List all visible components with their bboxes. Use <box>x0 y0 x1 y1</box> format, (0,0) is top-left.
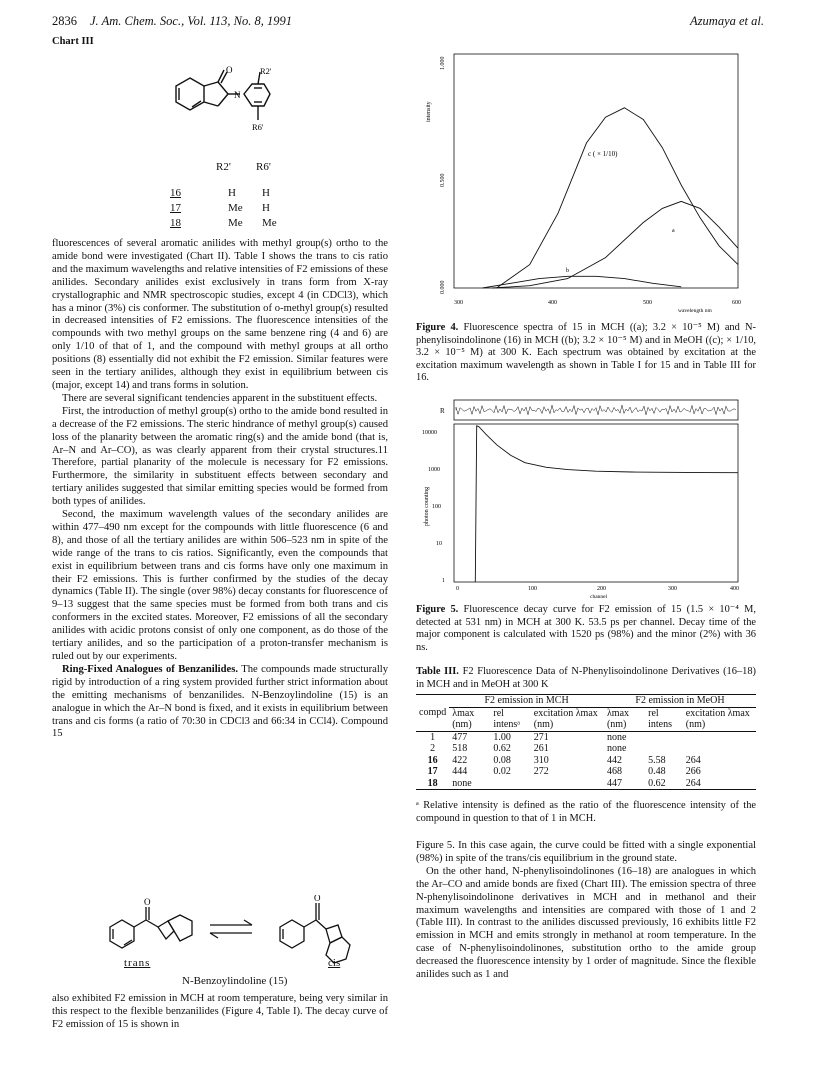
substituent-row <box>170 216 277 231</box>
r6-value: Me <box>262 217 277 229</box>
substituent-row <box>170 201 277 216</box>
struct-o-label: O <box>226 65 233 75</box>
table-3 <box>416 694 756 790</box>
journal-citation: J. Am. Chem. Soc., Vol. 113, No. 8, 1991 <box>90 14 292 28</box>
cell: 271 <box>533 731 549 743</box>
x-tick-label: 400 <box>548 300 557 306</box>
r6-value: H <box>262 202 270 214</box>
cell: 0.02 <box>493 766 511 777</box>
cell <box>490 778 530 790</box>
running-authors: Azumaya et al. <box>690 14 764 28</box>
r6-value: H <box>262 187 270 199</box>
table-3-title <box>416 666 756 691</box>
y-axis-label: intensity <box>426 101 432 122</box>
cell: 18 <box>427 777 438 789</box>
cell <box>645 743 683 755</box>
table-row <box>416 766 756 778</box>
table-row <box>416 743 756 755</box>
x-tick-label: 200 <box>597 586 606 592</box>
cell: 444 <box>452 766 468 777</box>
y-tick-label: 1000 <box>428 467 440 473</box>
compd-number: 18 <box>170 217 181 229</box>
col-header-r6: R6' <box>256 161 271 173</box>
cell <box>683 743 756 755</box>
plot-frame <box>454 54 738 288</box>
cell: 518 <box>452 743 468 754</box>
cell: none <box>606 731 627 743</box>
table-row <box>416 755 756 767</box>
cell: 272 <box>533 766 549 777</box>
cell: 16 <box>427 754 438 766</box>
svg-text:O: O <box>144 897 151 907</box>
series-a-label: a <box>672 228 675 234</box>
table-label: Table III. <box>416 666 459 677</box>
column-header: rel intens <box>648 707 672 730</box>
y-tick-label: 10000 <box>422 430 437 436</box>
struct-r6-label: R6' <box>252 122 264 132</box>
cell: 468 <box>606 766 622 777</box>
column-header: compd <box>419 707 447 718</box>
table-row <box>416 778 756 790</box>
svg-text:O: O <box>314 895 321 903</box>
x-tick-label: 300 <box>668 586 677 592</box>
chart-title: Chart III <box>52 36 94 47</box>
page-number: 2836 <box>52 14 77 28</box>
series-c-label: c ( × 1/10) <box>588 150 618 158</box>
substituent-row <box>170 186 277 201</box>
cell: 310 <box>533 754 549 766</box>
paragraph: Second, the maximum wavelength values of the secondary anilides are within 477–490 nm except for the compounds with little fluorescence (6 and 8), and those of all the tertiary anilides are within 506–523 nm in spite of the wide range of the trans to cis ratios. Significantly, even the compounds that exist in equilibrium between trans and cis forms have only one maximum in their F2 emissions. This is further confirmed by the studies of the decay dynamics (Table II). The single (over 98%) decay constants for fluorescence of 9–13 suggest that the same species must be formed from both trans and cis conformers in the excited states. Moreover, F2 emissions of all the secondary anilides with acidic protons consist of only one component, as do those of the tertiary anilides, and so the participation of a proton-transfer mechanism is ruled out by our experiments. <box>52 509 388 662</box>
cell: 17 <box>427 766 438 777</box>
substituent-table <box>170 186 277 231</box>
table-title-text: F2 Fluorescence Data of N-Phenylisoindolinone Derivatives (16–18) in MCH and in MeOH at 300 K <box>416 666 756 690</box>
paragraph: First, the introduction of methyl group(s) ortho to the amide bond resulted in a decrease of the F2 emissions. The steric hindrance of methyl group(s) caused loss of the planarity between the aromatic ring(s) and the amide bond (that is, Ar–N and Ar–CO), as was clearly apparent from their crystal structures.11 Therefore, partial planarity of the molecule is necessary for F2 emissions. Furthermore, the similarity in substituent effects between secondary and tertiary anilides suggested that similar emitting species would be formed from both types of anilides. <box>52 405 388 508</box>
column-header: excitation λmax (nm) <box>685 707 750 730</box>
x-tick-label: 500 <box>643 300 652 306</box>
caption-label: Figure 4. <box>416 322 459 333</box>
struct-n-label: N <box>234 90 241 100</box>
paragraph: On the other hand, N-phenylisoindolinones (16–18) are analogues in which the Ar–CO and amide bonds are fixed (Chart III). The emission spectra of three N-phenylisoindolinone derivatives in MCH and in methanol and their maximum wavelengths and intensities are compared with those of 1 and 2 (Table III). In contrast to the anilides discussed previously, 16 exhibits little F2 emission in MCH and emits strongly in methanol at room temperature. In the case of N-phenylisoindolinones, substitution ortho to the amide group decreased the fluorescence intensity by 1 order of magnitude. Since the flexible anilides such as 1 and <box>416 865 756 981</box>
cell: 1.00 <box>493 731 511 743</box>
y-tick-label: 1.000 <box>440 56 446 70</box>
y-tick-label: 0.500 <box>440 173 446 187</box>
compd-number: 16 <box>170 187 181 199</box>
y-tick-label: 10 <box>436 541 442 547</box>
column-header: rel intensᵃ <box>493 707 520 730</box>
struct-r2-label: R2' <box>260 66 272 76</box>
cell <box>645 731 683 743</box>
x-axis-label: channel <box>590 594 608 600</box>
figure-4-spectra <box>416 44 756 314</box>
x-tick-label: 0 <box>456 586 459 592</box>
cell: none <box>606 743 627 754</box>
x-tick-label: 100 <box>528 586 537 592</box>
r2-value: H <box>228 187 236 199</box>
column-header: excitation λmax (nm) <box>533 707 598 730</box>
residual-trace <box>456 405 736 415</box>
paragraph <box>52 664 388 741</box>
section-heading: Ring-Fixed Analogues of Benzanilides. <box>62 663 238 675</box>
paragraph: fluorescences of several aromatic anilides with methyl group(s) ortho to the amide bond were investigated (Chart II). Table I shows the trans to cis ratio and the maximum wavelengths and relative intensities of F2 emissions of these anilides. Secondary anilides exist exclusively in trans form from X-ray crystallographic and NMR spectroscopic studies, except 4 (in CDCl3), which has a minor (3%) cis conformer. The substitution of o-methyl group(s) resulted in decreased intensities of F2 emissions. The fluorescence intensities of the compounds with two methyl groups on the same benzene ring (4 and 6) are only 1/10 of that of 1, and the compound with methyl groups at all ortho positions (8) essentially did not exhibit the F2 emission. Similar features were seen in the tertiary anilides, although they exist in equilibrium between cis (major, except 14) and trans forms in solution. <box>52 238 388 391</box>
r2-value: Me <box>228 202 243 214</box>
cell: 5.58 <box>648 754 666 766</box>
scheme-caption: N-Benzoylindoline (15) <box>182 975 288 987</box>
series-line-b <box>482 276 681 288</box>
x-tick-label: 300 <box>454 300 463 306</box>
cell: 447 <box>606 777 622 789</box>
x-tick-label: 400 <box>730 586 739 592</box>
series-b-label: b <box>566 268 569 274</box>
paragraph: Figure 5. In this case again, the curve could be fitted with a single exponential (98%) in spite of the trans/cis equilibrium in the ground state. <box>416 840 756 864</box>
figure-5-decay <box>416 396 756 600</box>
decay-curve <box>475 426 738 582</box>
series-line-a <box>492 201 738 288</box>
x-tick-label: 600 <box>732 300 741 306</box>
cell: 442 <box>606 754 622 766</box>
table-3-footnote: ᵃ Relative intensity is defined as the ratio of the fluorescence intensity of the compound in question to that of 1 in MCH. <box>416 800 756 824</box>
figure-4-caption <box>416 322 756 385</box>
caption-label: Figure 5. <box>416 604 459 615</box>
cell <box>683 731 756 743</box>
cell: 477 <box>452 731 468 743</box>
paragraph: There are several significant tendencies apparent in the substituent effects. <box>62 392 378 404</box>
column-header: λmax (nm) <box>606 707 630 730</box>
col-header-r2: R2' <box>216 161 231 173</box>
y-tick-label: 0.000 <box>440 280 446 294</box>
compd-number: 17 <box>170 202 181 214</box>
isoindolinone-structure <box>160 64 310 146</box>
y-tick-label: 100 <box>432 504 441 510</box>
cell: 1 <box>430 731 436 743</box>
caption-text: Fluorescence spectra of 15 in MCH ((a); 3.2 × 10⁻⁵ M) and N-phenylisoindolinone (16) in MCH ((b); 3.2 × 10⁻⁵ M) and in MeOH ((c); × 1/10, 3.2 × 10⁻⁵ M) at 300 K. Each spectrum was obtained by excitation at the excitation maximum wavelength as shown in Table I for 15 and in Table III for 16. <box>416 322 757 384</box>
cell: 0.62 <box>648 777 666 789</box>
group-header-meoh: F2 emission in MeOH <box>604 695 756 707</box>
right-column-text <box>416 840 756 982</box>
left-column-text <box>52 238 388 741</box>
paragraph-text: The compounds made structurally rigid by introduction of a ring system provided further strict information about the emitting mechanisms of benzanilides. N-Benzoylindoline (15) is an analogue in which the Ar–N bond is fixed, and it exists in equilibrium between trans and cis forms (a ratio of 70:30 in CDCl3 and 66:34 in CCl4). Compound 15 <box>52 663 389 740</box>
residual-label: R <box>440 407 445 415</box>
cell: none <box>452 777 472 789</box>
y-tick-label: 1 <box>442 578 445 584</box>
trans-label: trans <box>124 957 151 969</box>
cell: 0.08 <box>493 754 511 766</box>
series-line-c <box>497 108 738 288</box>
caption-text: Fluorescence decay curve for F2 emission of 15 (1.5 × 10⁻⁴ M, detected at 531 nm) in MCH at 300 K. 53.5 ps per channel. Decay time of the major component is calculated with 1520 ps (98%) and the minor (2%) with 36 ns. <box>416 604 756 653</box>
cell: 266 <box>685 766 701 777</box>
y-axis-label: photon counting <box>424 486 430 526</box>
cell: 261 <box>533 743 549 754</box>
table-row <box>416 731 756 743</box>
r2-value: Me <box>228 217 243 229</box>
cell: 264 <box>685 777 701 789</box>
column-header: λmax (nm) <box>452 707 475 730</box>
cell: 0.48 <box>648 766 666 777</box>
group-header-mch: F2 emission in MCH <box>449 695 604 707</box>
cell: 422 <box>452 754 468 766</box>
figure-5-caption <box>416 604 756 654</box>
plot-frame <box>454 424 738 582</box>
cell: 0.62 <box>493 743 511 754</box>
cis-label: cis <box>328 957 341 969</box>
paragraph: also exhibited F2 emission in MCH at room temperature, being very similar in this respect to the flexible benzanilides (Figure 4, Table I). The decay curve of F2 emission of 15 is shown in <box>52 993 388 1030</box>
left-column-tail <box>52 993 388 1032</box>
cell: 264 <box>685 754 701 766</box>
cell: 2 <box>430 743 436 754</box>
cell <box>531 778 604 790</box>
x-axis-label: wavelength nm <box>678 308 712 314</box>
